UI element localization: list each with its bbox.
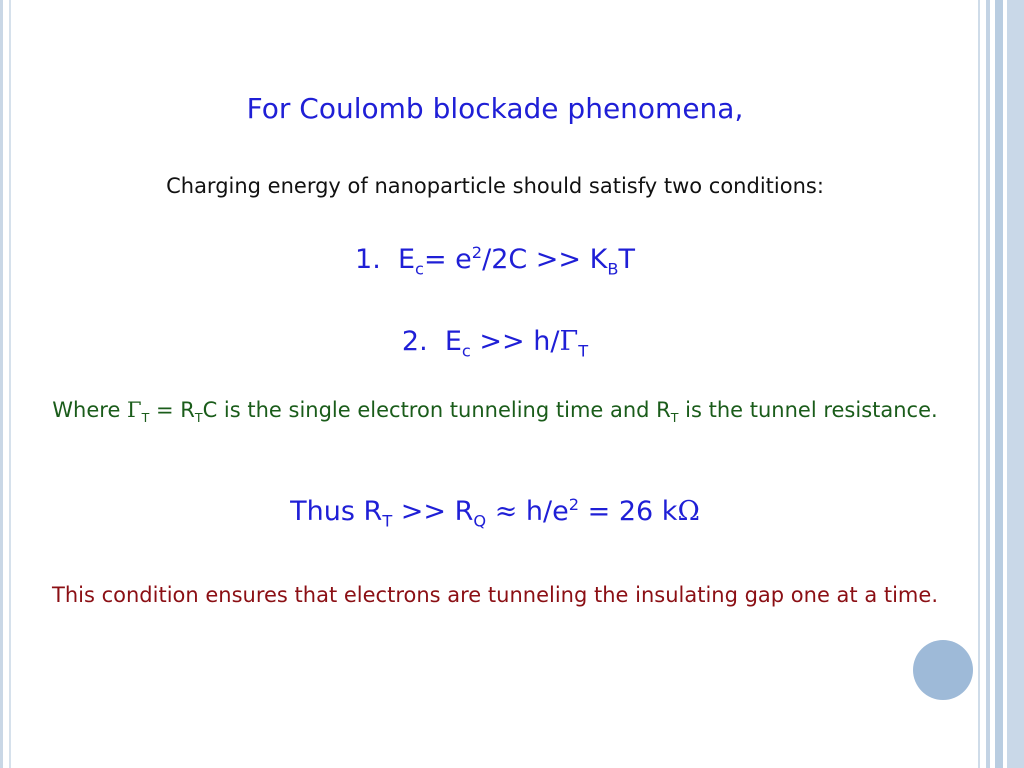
- decorative-circle: [913, 640, 973, 700]
- condition-note: This condition ensures that electrons are tunneling the insulating gap one at a time.: [52, 583, 938, 607]
- condition-2: 2. $E_c >> h/\Gamma_T$: [401, 326, 589, 361]
- slide-subheading: Charging energy of nanoparticle should satisfy two conditions:: [166, 174, 824, 198]
- condition-1: 1. $E_c= e^2/2C >> K_BT$: [355, 243, 635, 279]
- thus-equation: Thus $R_T >> R_Q \approx h/e^2 = 26$ kΩ: [290, 495, 700, 531]
- slide-heading: For Coulomb blockade phenomena,: [246, 92, 744, 125]
- where-explanation: Where $\Gamma_T = R_TC$ is the single electron tunneling time and $R_T$ is the tunnel resistance.: [52, 398, 938, 426]
